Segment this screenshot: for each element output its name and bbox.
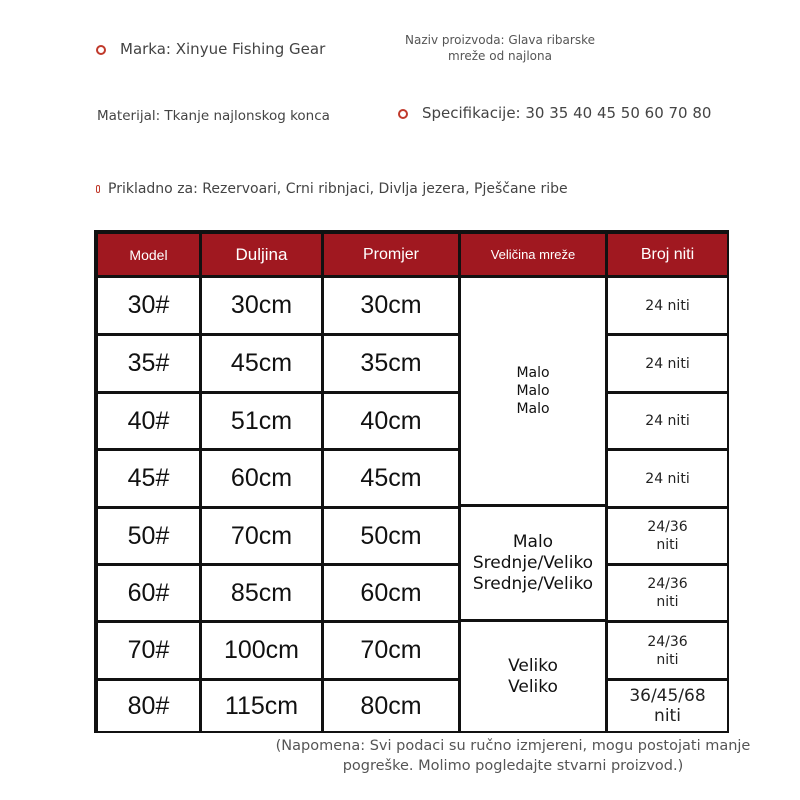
attribute-material [97,108,330,124]
mesh-line: Malo [516,401,550,417]
mesh-line: Veliko [508,655,558,676]
mesh-line: Malo [516,383,550,399]
thread-count-cell [608,278,727,333]
thread-count-cell [608,509,727,563]
thread-count-cell [608,681,727,731]
mesh-line: Malo [516,365,550,381]
thread-count-line: 24/36 [647,576,688,592]
mesh-line: Srednje/Veliko [472,573,594,594]
model-cell: 50# [98,509,199,563]
suitable-for-text: Prikladno za: Rezervoari, Crni ribnjaci, Divlja jezera, Pješčane ribe [108,181,568,197]
mesh-group-1 [461,278,605,504]
attribute-product-name [400,32,600,64]
thread-count-line: 24/36 [647,633,688,650]
specification-text: Specifikacije: 30 35 40 45 50 60 70 80 [422,104,712,122]
mesh-line: Malo [512,531,554,552]
mesh-line: Srednje/Veliko [472,552,594,573]
length-cell: 51cm [202,394,321,448]
length-cell: 45cm [202,336,321,391]
diameter-cell: 80cm [324,681,458,731]
model-cell: 60# [98,566,199,620]
length-cell: 70cm [202,509,321,563]
thread-count-cell [608,566,727,620]
mesh-line: Veliko [508,676,558,697]
bullet-icon [96,185,100,193]
diameter-cell: 30cm [324,278,458,333]
header-model: Model [98,234,199,275]
thread-count-cell [608,451,727,506]
mesh-group-2 [461,507,605,619]
size-table [94,230,729,733]
length-cell: 60cm [202,451,321,506]
thread-count-line: 24 niti [645,355,690,372]
mesh-group-3-text [508,656,558,698]
thread-count-line: niti [656,651,679,668]
diameter-cell: 40cm [324,394,458,448]
thread-count-line: niti [656,594,679,610]
diameter-cell: 35cm [324,336,458,391]
thread-count-line: niti [656,537,679,553]
length-cell: 30cm [202,278,321,333]
model-cell: 35# [98,336,199,391]
attribute-suitable-for [96,181,568,197]
model-cell: 45# [98,451,199,506]
mesh-group-1-text [516,364,549,418]
thread-count-line: 24/36 [647,519,688,535]
diameter-cell: 70cm [324,623,458,678]
header-diameter: Promjer [324,234,458,275]
length-cell: 85cm [202,566,321,620]
thread-count-line: niti [654,706,681,726]
model-cell: 40# [98,394,199,448]
header-length: Duljina [202,234,321,275]
diameter-cell: 50cm [324,509,458,563]
thread-count-line: 24 niti [645,297,690,314]
thread-count-line: 36/45/68 [629,686,706,706]
length-cell: 100cm [202,623,321,678]
model-cell: 80# [98,681,199,731]
bullet-icon [398,109,408,119]
footnote: (Napomena: Svi podaci su ručno izmjereni, mogu postojati manje pogreške. Molimo pogledajte stvarni proizvod.) [275,738,751,774]
attribute-brand [96,40,325,58]
model-cell: 70# [98,623,199,678]
header-mesh-size: Veličina mreže [461,234,605,275]
brand-text: Marka: Xinyue Fishing Gear [120,40,326,58]
thread-count-line: 24 niti [645,470,690,487]
thread-count-cell [608,336,727,391]
product-name-text: Naziv proizvoda: Glava ribarske mreže od najlona [405,33,595,63]
thread-count-cell [608,394,727,448]
attribute-specification [398,104,711,122]
bullet-icon [96,45,106,55]
header-thread-count: Broj niti [608,234,727,275]
diameter-cell: 45cm [324,451,458,506]
thread-count-line: 24 niti [645,413,690,429]
diameter-cell: 60cm [324,566,458,620]
thread-count-cell [608,623,727,678]
length-cell: 115cm [202,681,321,731]
model-cell: 30# [98,278,199,333]
mesh-group-3 [461,622,605,731]
material-text: Materijal: Tkanje najlonskog konca [97,108,330,124]
mesh-group-2-text [473,532,593,595]
